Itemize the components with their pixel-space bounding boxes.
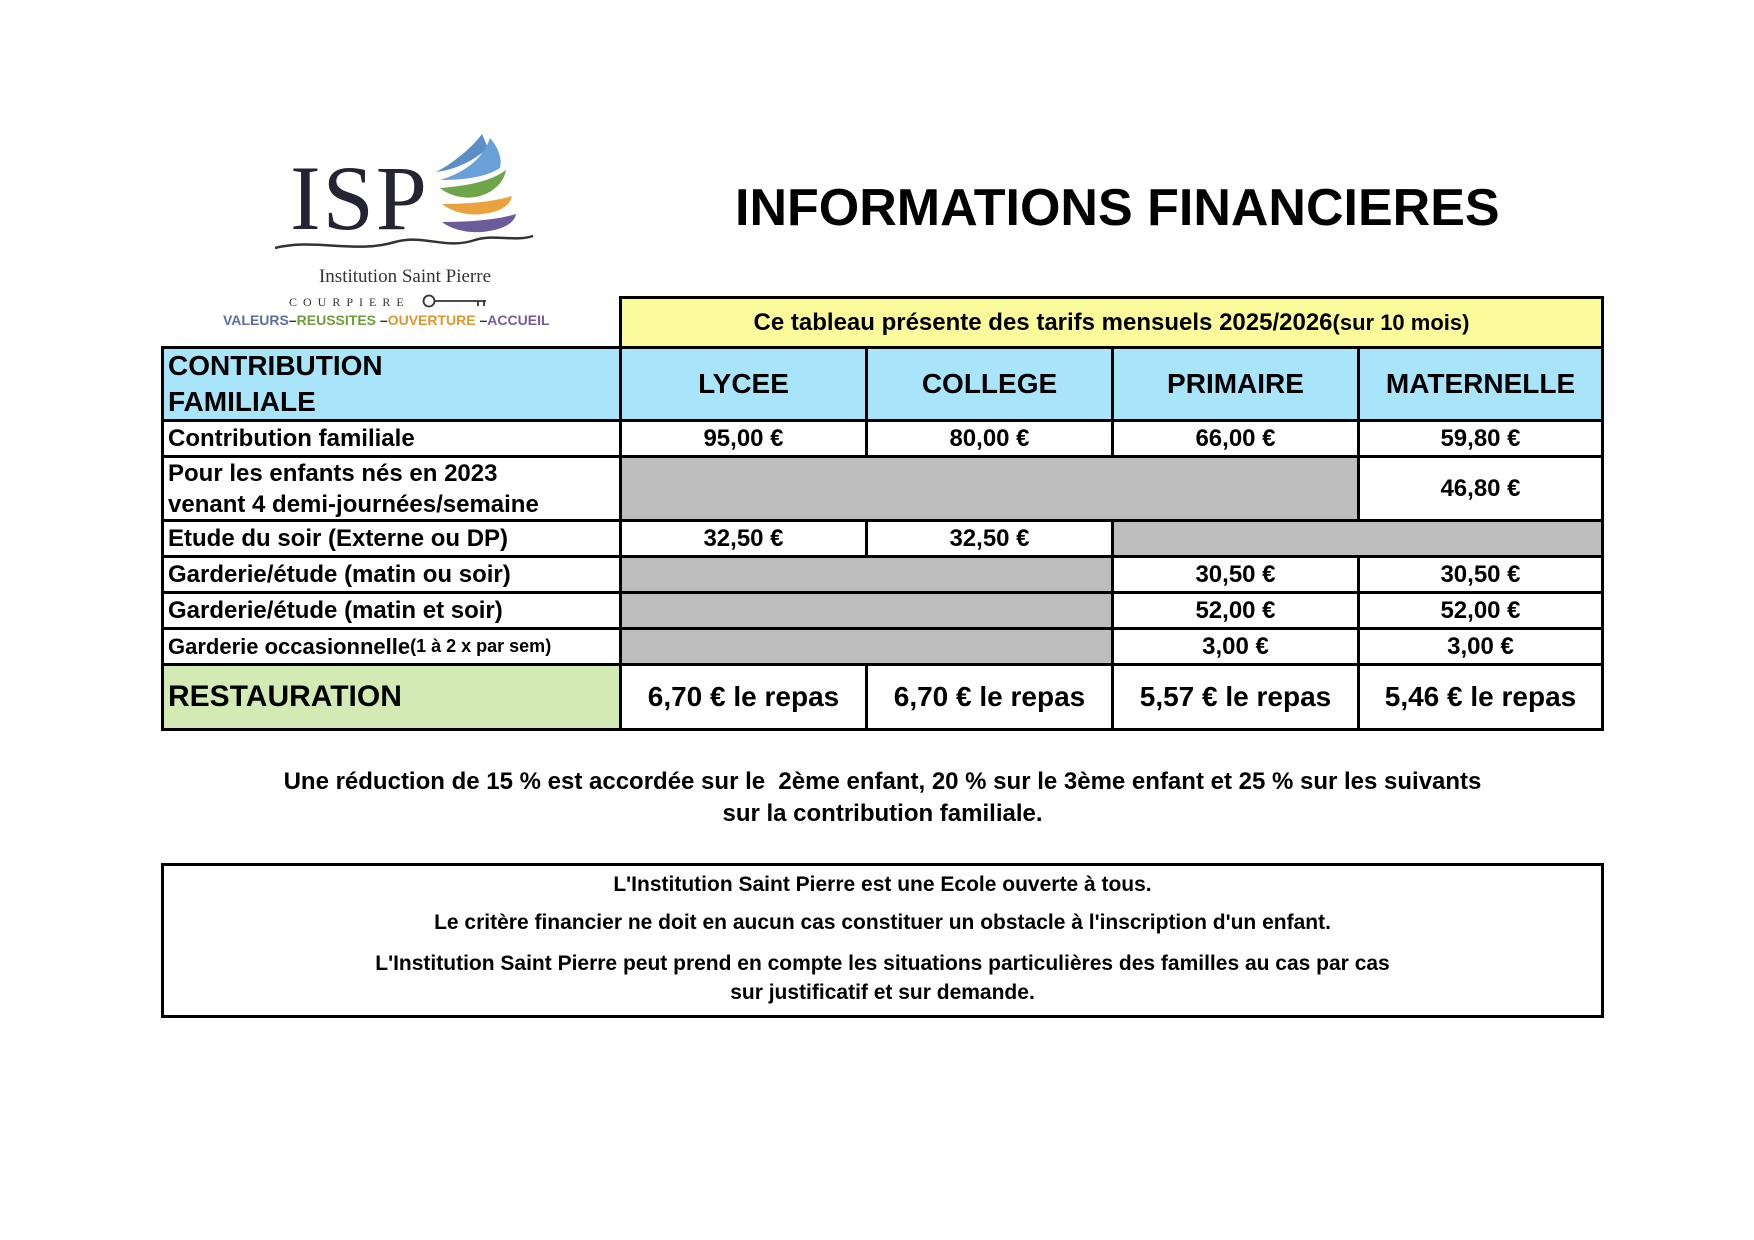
- row-label-garderie-ou: Garderie/étude (matin ou soir): [161, 555, 622, 594]
- table-cell: 59,80 €: [1357, 419, 1604, 458]
- table-cell: 32,50 €: [865, 519, 1114, 558]
- reduction-note: [161, 766, 1604, 830]
- table-cell: 46,80 €: [1357, 455, 1604, 522]
- tariff-table: [161, 296, 1604, 731]
- table-cell: 30,50 €: [1357, 555, 1604, 594]
- notice-line2: Le critère financier ne doit en aucun cas constituer un obstacle à l'inscription d'un enfant.: [434, 911, 1331, 934]
- motto-accueil: ACCUEIL: [487, 312, 550, 328]
- unavailable-cell: [1111, 519, 1604, 558]
- column-header-college: COLLEGE: [865, 346, 1114, 422]
- logo-acronym: ISP: [290, 147, 429, 249]
- logo-institution: Institution Saint Pierre: [318, 266, 492, 287]
- motto-separator: –: [379, 312, 388, 328]
- table-cell: 66,00 €: [1111, 419, 1360, 458]
- notice-line3b: sur justificatif et sur demande.: [730, 981, 1035, 1004]
- row-label-etude-soir: Etude du soir (Externe ou DP): [161, 519, 622, 558]
- row-label-garderie-et: Garderie/étude (matin et soir): [161, 591, 622, 630]
- table-cell: 30,50 €: [1111, 555, 1360, 594]
- notice-line3a: L'Institution Saint Pierre peut prend en compte les situations particulières des familles au cas par cas: [375, 952, 1390, 975]
- column-header-maternelle: MATERNELLE: [1357, 346, 1604, 422]
- row-label-restauration: RESTAURATION: [161, 663, 622, 731]
- row-label-sub: (1 à 2 x par sem): [410, 636, 552, 656]
- column-header-lycee: LYCEE: [619, 346, 868, 422]
- row-label-enfants-2023: [161, 455, 622, 522]
- unavailable-cell: [619, 627, 1114, 666]
- table-cell: 5,57 € le repas: [1111, 663, 1360, 731]
- motto-separator: –: [479, 312, 488, 328]
- reduction-line1: Une réduction de 15 % est accordée sur le 2ème enfant, 20 % sur le 3ème enfant et 25 % sur les suivants: [283, 768, 1482, 795]
- row-label-line2: venant 4 demi-journées/semaine: [168, 490, 539, 518]
- table-caption-sub: (sur 10 mois): [1332, 309, 1470, 335]
- table-cell: 6,70 € le repas: [865, 663, 1114, 731]
- table-cell: 52,00 €: [1111, 591, 1360, 630]
- table-cell: 95,00 €: [619, 419, 868, 458]
- unavailable-cell: [619, 591, 1114, 630]
- page-title: INFORMATIONS FINANCIERES: [735, 179, 1500, 237]
- logo-waves-icon: [430, 130, 520, 240]
- motto-reussites: REUSSITES: [296, 312, 377, 328]
- logo-swoosh-icon: [275, 228, 535, 258]
- table-cell: 3,00 €: [1111, 627, 1360, 666]
- notice-line1: L'Institution Saint Pierre est une Ecole ouverte à tous.: [613, 873, 1152, 896]
- row-label-main: Garderie occasionnelle: [168, 633, 411, 659]
- row-label-contribution: Contribution familiale: [161, 419, 622, 458]
- table-cell: 52,00 €: [1357, 591, 1604, 630]
- table-cell: 32,50 €: [619, 519, 868, 558]
- notice-box: [161, 863, 1604, 1018]
- table-cell: 6,70 € le repas: [619, 663, 868, 731]
- row-label-garderie-occasionnelle: [161, 627, 622, 666]
- header-label-line2: FAMILIALE: [168, 386, 316, 417]
- header-label-cell: [161, 346, 622, 422]
- table-caption-main: Ce tableau présente des tarifs mensuels 2025/2026: [753, 308, 1333, 336]
- unavailable-cell: [619, 555, 1114, 594]
- unavailable-cell: [619, 455, 1360, 522]
- motto-ouverture: OUVERTURE: [387, 312, 476, 328]
- table-cell: 80,00 €: [865, 419, 1114, 458]
- motto-valeurs: VALEURS: [223, 312, 289, 328]
- reduction-line2: sur la contribution familiale.: [722, 800, 1043, 827]
- column-header-primaire: PRIMAIRE: [1111, 346, 1360, 422]
- header-label-line1: CONTRIBUTION: [168, 350, 383, 381]
- motto-separator: –: [288, 312, 297, 328]
- table-cell: 5,46 € le repas: [1357, 663, 1604, 731]
- row-label-line1: Pour les enfants nés en 2023: [168, 459, 498, 487]
- table-cell: 3,00 €: [1357, 627, 1604, 666]
- table-caption: [619, 296, 1604, 349]
- logo-town: COURPIERE: [289, 295, 410, 309]
